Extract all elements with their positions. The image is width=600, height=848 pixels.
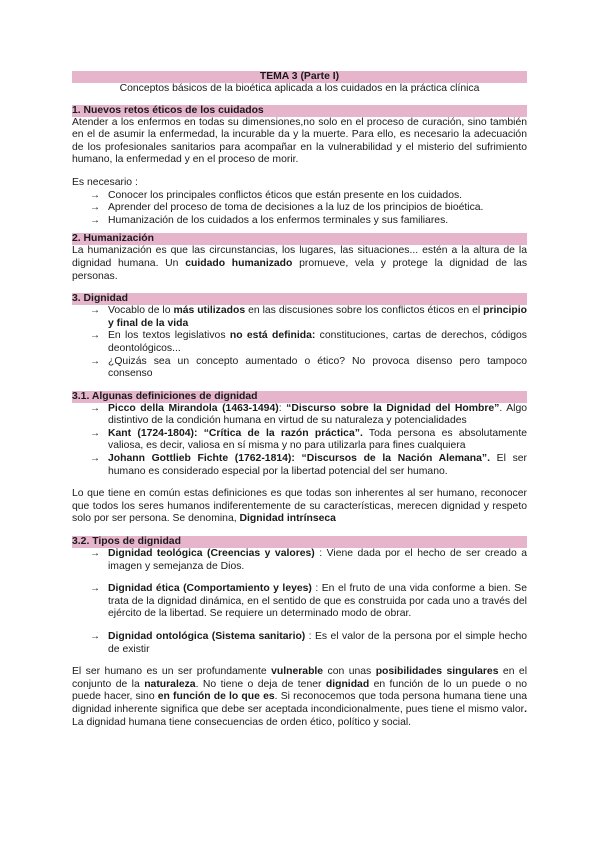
arrow-icon: → [90,355,100,367]
section-1-paragraph: Atender a los enfermos en todas su dimensiones,no solo en el proceso de curación, sino también en el de asumir la enfermedad, la incurable da y la muerte. Para ello, es necesario la adecuación de los profesionales sanitarios para acompañar en la vulnerabilidad y el misterio del sufrimiento humano, la enfermedad y en el proceso de morir. [72,116,527,166]
list-item: → Humanización de los cuidados a los enfermos terminales y sus familiares. [90,214,449,226]
list-item: → En los textos legislativos no está definida: constituciones, cartas de derechos, códigos deontológicos... [90,330,527,354]
document-content [72,71,527,729]
arrow-icon: → [90,548,100,560]
arrow-icon: → [90,189,100,201]
arrow-icon: → [90,453,100,465]
document-subtitle: Conceptos básicos de la bioética aplicada a los cuidados en la práctica clínica [119,83,480,94]
section-1-list [72,190,527,228]
section-heading-3: 3. Dignidad [72,293,527,305]
list-item: → Vocablo de lo más utilizados en las discusiones sobre los conflictos éticos en el principio y final de la vida [90,305,527,329]
arrow-icon: → [90,330,100,342]
arrow-icon: → [90,631,100,642]
arrow-icon: → [90,202,100,214]
list-item: → Dignidad ética (Comportamiento y leyes) : En el fruto de una vida conforme a bien. Se trata de la dignidad dinámica, en el sentido de que es construida por cada uno a través del ejército de la libertad. Se requiere un determinado modo de obrar. [90,583,527,620]
list-item: → ¿Quizás sea un concepto aumentado o ético? No provoca disenso pero tampoco consenso [90,355,527,380]
list-item: → Aprender del proceso de toma de decisiones a la luz de los principios de bioética. [90,202,484,214]
section-3-1-paragraph: Lo que tiene en común estas definiciones es que todas son inherentes al ser humano, reconocer que todos los seres humanos indiferentemente de su características, merecen dignidad y respeto solo por ser persona. Se denomina, Dignidad intrínseca [72,488,527,525]
closing-paragraph: El ser humano es un ser profundamente vulnerable con unas posibilidades singulares en el conjunto de la naturaleza. No tiene o deja de tener dignidad en función de lo un puede o no puede hacer, sino en función de lo que es. Si reconocemos que toda persona humana tiene una dignidad inherente significa que debe ser aceptada incondicionalmente, pues tiene el mismo valor. La dignidad humana tiene consecuencias de orden ético, político y social. [72,666,528,728]
list-item: → Dignidad teológica (Creencias y valores) : Viene dada por el hecho de ser creado a imagen y semejanza de Dios. [90,548,528,572]
arrow-icon: → [90,427,100,439]
arrow-icon: → [90,402,100,414]
list-item: → Conocer los principales conflictos éticos que están presente en los cuidados. [90,189,463,201]
list-item: → Picco della Mirandola (1463-1494): “Discurso sobre la Dignidad del Hombre”. Algo distintivo de la condición humana en virtud de su naturaleza y potencialidades [90,402,528,427]
section-3-1-list [72,403,527,479]
document-title: TEMA 3 (Parte I) [72,71,527,83]
section-2-paragraph: La humanización es que las circunstancias, los lugares, las situaciones... estén a la altura de la dignidad humana. Un cuidado humanizado promueve, vela y protege la dignidad de las personas. [72,245,528,282]
arrow-icon: → [90,305,100,317]
arrow-icon: → [90,214,100,226]
section-heading-3-1: 3.1. Algunas definiciones de dignidad [72,391,527,403]
arrow-icon: → [90,583,100,595]
section-1-intro: Es necesario : [72,176,138,188]
list-item: → Kant (1724-1804): “Crítica de la razón práctica”. Toda persona es absolutamente valiosa, es decir, valiosa en sí misma y no para utilizarla para fines cualquiera [90,427,527,452]
section-3-2-list [72,548,527,656]
section-heading-3-2: 3.2. Tipos de dignidad [72,536,527,548]
section-3-list [72,305,527,381]
section-heading-2: 2. Humanización [72,233,527,245]
list-item: → Dignidad ontológica (Sistema sanitario) : Es el valor de la persona por el simple hecho de existir [90,631,528,655]
list-item: → Johann Gottlieb Fichte (1762-1814): “Discursos de la Nación Alemana”. El ser humano es considerado especial por la libertad potencial del ser humano. [90,453,528,477]
section-heading-1: 1. Nuevos retos éticos de los cuidados [72,105,527,117]
